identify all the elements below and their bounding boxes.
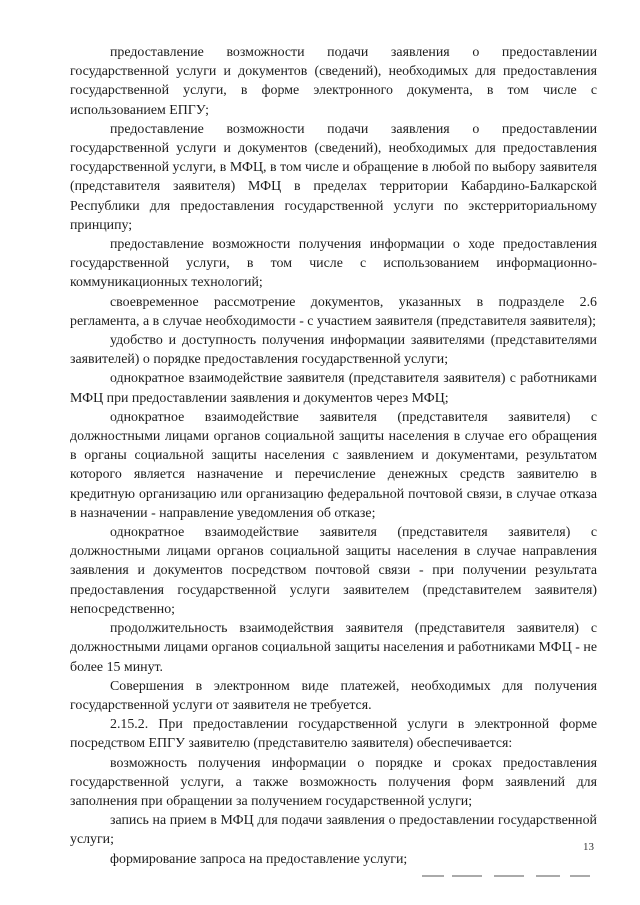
paragraph-2: предоставление возможности подачи заявления о предоставлении государственной услуги и документов (сведений), необходимых для предоставления государственной услуги, в МФЦ, в том числе и обращение в любой по выбору заявителя (представителя заявителя) МФЦ в пределах территории Кабардино-Балкарской Республики для предоставления государственной услуги по экстерриториальному принципу; — [70, 121, 597, 233]
paragraph-11: 2.15.2. При предоставлении государственной услуги в электронной форме посредством ЕПГУ заявителю (представителю заявителя) обеспечивается: — [70, 717, 597, 752]
paragraph-14: формирование запроса на предоставление услуги; — [110, 851, 408, 867]
paragraph-10: Совершения в электронном виде платежей, необходимых для получения государственной услуги от заявителя не требуется. — [70, 678, 597, 713]
paragraph-5: удобство и доступность получения информации заявителями (представителями заявителей) о порядке предоставления государственной услуги; — [70, 333, 597, 368]
paragraph-8: однократное взаимодействие заявителя (представителя заявителя) с должностными лицами органов социальной защиты населения в случае направления заявления и документов посредством почтовой связи - при получении результата предоставления государственной услуги заявителем (представителем заявителя) непосредственно; — [70, 525, 597, 617]
page-number: 13 — [583, 841, 594, 853]
paragraph-4: своевременное рассмотрение документов, указанных в подразделе 2.6 регламента, а в случае необходимости - с участием заявителя (представителя заявителя); — [70, 294, 597, 329]
paragraph-6: однократное взаимодействие заявителя (представителя заявителя) с работниками МФЦ при предоставлении заявления и документов через МФЦ; — [70, 371, 597, 406]
paragraph-9: продолжительность взаимодействия заявителя (представителя заявителя) с должностными лицами органов социальной защиты населения и работниками МФЦ - не более 15 минут. — [70, 621, 597, 675]
paragraph-7: однократное взаимодействие заявителя (представителя заявителя) с должностными лицами органов социальной защиты населения в случае его обращения в органы социальной защиты населения с заявлением и документами, результатом которого является назначение и перечисление денежных средств заявителю в кредитную организацию или организацию федеральной почтовой связи, в случае отказа в назначении - направление уведомления об отказе; — [70, 409, 597, 521]
scan-marks-decoration — [400, 874, 610, 878]
paragraph-1: предоставление возможности подачи заявления о предоставлении государственной услуги и документов (сведений), необходимых для предоставления государственной услуги, в форме электронного документа, в том числе с использованием ЕПГУ; — [70, 45, 597, 118]
paragraph-3: предоставление возможности получения информации о ходе предоставления государственной услуги, в том числе с использованием информационно-коммуникационных технологий; — [70, 237, 597, 291]
paragraph-12: возможность получения информации о порядке и сроках предоставления государственной услуги, а также возможность получения форм заявлений для заполнения при обращении за получением государственной услуги; — [70, 755, 597, 809]
paragraph-13: запись на прием в МФЦ для подачи заявления о предоставлении государственной услуги; — [70, 813, 597, 848]
document-page — [70, 43, 597, 869]
